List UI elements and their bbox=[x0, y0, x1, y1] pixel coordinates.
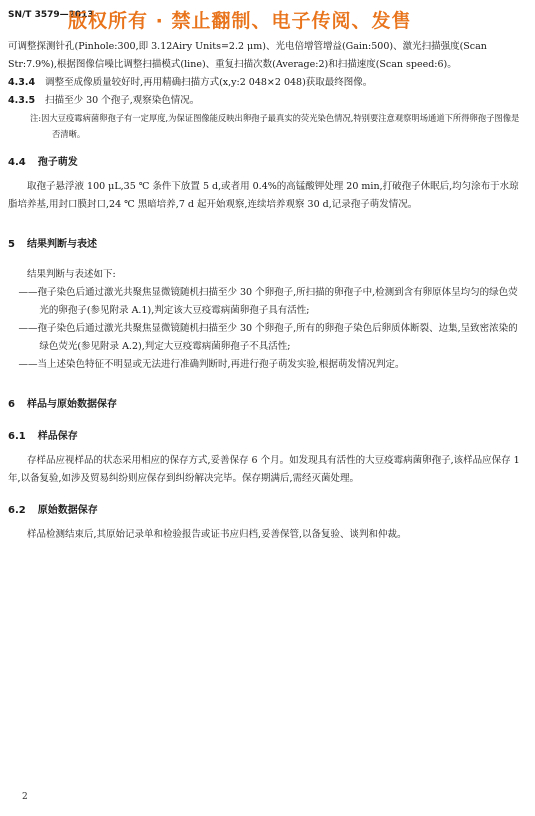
clause-number: 4.3.5 bbox=[8, 95, 36, 106]
section-title: 原始数据保存 bbox=[37, 505, 98, 516]
section-number: 5 bbox=[8, 239, 15, 250]
section-heading-6-2 bbox=[8, 502, 526, 520]
paragraph-6-1: 存样品应视样品的状态采用相应的保存方式,妥善保存 6 个月。如发现具有活性的大豆疫霉病菌卵孢子,该样品应保存 1 年,以备复验,如涉及贸易纠纷则应保存到纠纷解决完毕。保存期满后,需经灭菌处理。 bbox=[8, 455, 520, 484]
document-body bbox=[8, 38, 526, 544]
section-title: 样品与原始数据保存 bbox=[26, 399, 117, 410]
page-header bbox=[8, 6, 528, 32]
section-heading-6 bbox=[8, 396, 526, 414]
clause-4-3-4 bbox=[8, 74, 526, 92]
list-item: ——孢子染色后通过激光共聚焦显微镜随机扫描至少 30 个卵孢子,所扫描的卵孢子中,检测到含有卵原体呈均匀的绿色荧光的卵孢子(参见附录 A.1),判定该大豆疫霉病菌卵孢子具有活性; bbox=[18, 287, 518, 316]
clause-4-3-5 bbox=[8, 92, 526, 110]
section-number: 6.1 bbox=[8, 431, 26, 442]
clause-text: 调整至成像质量较好时,再用精确扫描方式(x,y:2 048×2 048)获取最终图像。 bbox=[45, 77, 373, 88]
list-item: ——孢子染色后通过激光共聚焦显微镜随机扫描至少 30 个卵孢子,所有的卵孢子染色后卵质体断裂、边集,呈致密浓染的绿色荧光(参见附录 A.2),判定大豆疫霉病菌卵孢子不具活性; bbox=[18, 323, 518, 352]
section-title: 结果判断与表述 bbox=[26, 239, 97, 250]
section-heading-4-4 bbox=[8, 154, 526, 172]
paragraph-4-4: 取孢子悬浮液 100 μL,35 ℃ 条件下放置 5 d,或者用 0.4%的高锰酸钾处理 20 min,打破孢子休眠后,均匀涂布于水琼脂培养基,用封口膜封口,24 ℃ 黑暗培养,7 d 起开始观察,连续培养观察 30 d,记录孢子萌发情况。 bbox=[8, 181, 519, 210]
paragraph-6-2: 样品检测结束后,其原始记录单和检验报告或证书应归档,妥善保管,以备复验、谈判和仲裁。 bbox=[27, 529, 407, 540]
section-heading-5 bbox=[8, 236, 526, 254]
section-title: 样品保存 bbox=[37, 431, 78, 442]
clause-text: 扫描至少 30 个孢子,观察染色情况。 bbox=[45, 95, 200, 106]
section-heading-6-1 bbox=[8, 428, 526, 446]
standard-code: SN/T 3579—2013 bbox=[8, 10, 94, 20]
clause-number: 4.3.4 bbox=[8, 77, 36, 88]
list-item: ——当上述染色特征不明显或无法进行准确判断时,再进行孢子萌发实验,根据萌发情况判定。 bbox=[18, 359, 405, 370]
section-number: 4.4 bbox=[8, 157, 26, 168]
copyright-watermark: 版权所有 · 禁止翻制、电子传阅、发售 bbox=[68, 10, 412, 32]
paragraph-4-3-3-continued: 可调整探测针孔(Pinhole:300,即 3.12Airy Units=2.2 μm)、光电倍增管增益(Gain:500)、激光扫描强度(Scan Str:7.9%),根据图像信噪比调整扫描模式(line)、重复扫描次数(Average:2)和扫描速度(Scan speed:6)。 bbox=[8, 41, 487, 70]
page-number: 2 bbox=[22, 792, 28, 802]
section-number: 6 bbox=[8, 399, 15, 410]
section-number: 6.2 bbox=[8, 505, 26, 516]
list-intro: 结果判断与表述如下: bbox=[27, 269, 116, 280]
note: 注:因大豆疫霉病菌卵孢子有一定厚度,为保证图像能反映出卵孢子最真实的荧光染色情况,特别要注意观察明场通道下所得卵孢子图像是否清晰。 bbox=[30, 113, 520, 139]
section-title: 孢子萌发 bbox=[37, 157, 78, 168]
